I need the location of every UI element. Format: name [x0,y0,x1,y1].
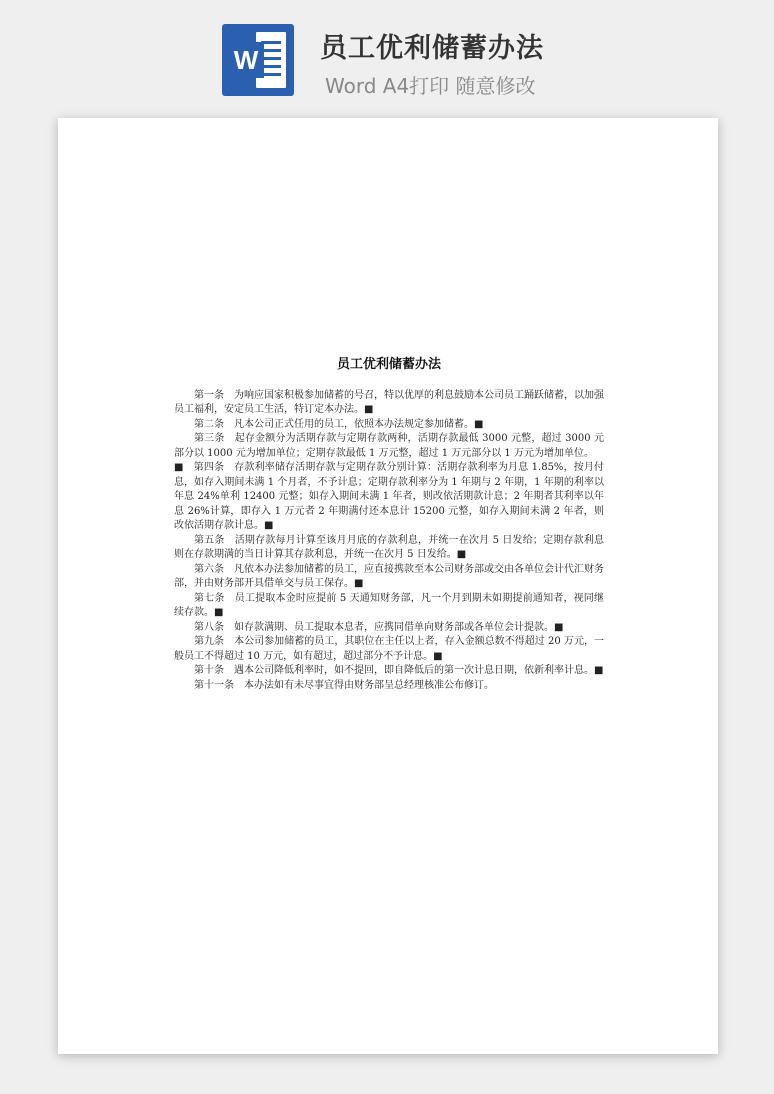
article-1: 第一条 为响应国家积极参加储蓄的号召，特以优厚的利息鼓励本公司员工踊跃储蓄，以加强员工福利，安定员工生活，特订定本办法。■ [174,389,604,415]
document-content [174,358,604,693]
article-5: 第五条 活期存款每月计算至该月月底的存款利息，并统一在次月 5 日发给；定期存款利息则在存款期满的当日计算其存款利息，并统一在次月 5 日发给。■ [174,534,604,560]
article-3: 第三条 起存金额分为活期存款与定期存款两种，活期存款最低 3000 元整，超过 3000 元部分以 1000 元为增加单位；定期存款最低 1 万元整，超过 1 万元部分以 1 万元为增加单位。 [174,433,604,459]
article-11: 第十一条 本办法如有未尽事宜得由财务部呈总经理核准公布修订。 [194,679,494,691]
article-7: 第七条 员工提取本金时应提前 5 天通知财务部，凡一个月到期未如期提前通知者，视同继续存款。■ [174,592,604,618]
document-page [58,118,718,1054]
article-4: ■ 第四条 存款利率储存活期存款与定期存款分别计算：活期存款利率为月息 1.85%，按月付息，如存入期间未满 1 个月者，不予计息；定期存款利率分为 1 年期与 2 年期，1 年期的利率以年息 24%单利 12400 元整；如存入期间未满 1 年者，则改依活期款计息；2 年期者其利率以年息 26%计算，即存入 1 万元者 2 年期满付还本息计 15200 元整，如存入期间未满 2 年者，则改依活期存款计息。■ [174,462,604,531]
word-letter: W [228,42,264,78]
article-6: 第六条 凡依本办法参加储蓄的员工，应直接携款至本公司财务部或交由各单位会计代汇财务部，并由财务部开具借单交与员工保存。■ [174,563,604,589]
article-9: 第九条 本公司参加储蓄的员工，其职位在主任以上者，存入金额总数不得超过 20 万元，一般员工不得超过 10 万元，如有超过，超过部分不予计息。■ [174,636,604,662]
banner-title: 员工优利储蓄办法 [320,33,544,64]
word-document-icon [222,24,294,96]
article-8: 第八条 如存款满期、员工提取本息者，应携同借单向财务部或各单位会计提款。■ [194,621,564,633]
banner-subtitle: Word A4打印 随意修改 [325,74,536,98]
article-2: 第二条 凡本公司正式任用的员工，依照本办法规定参加储蓄。■ [194,418,484,430]
header-banner [0,0,774,110]
document-title: 员工优利储蓄办法 [336,357,441,372]
article-10: 第十条 遇本公司降低利率时，如不提回，即自降低后的第一次计息日期，依新利率计息。■ [194,665,604,676]
